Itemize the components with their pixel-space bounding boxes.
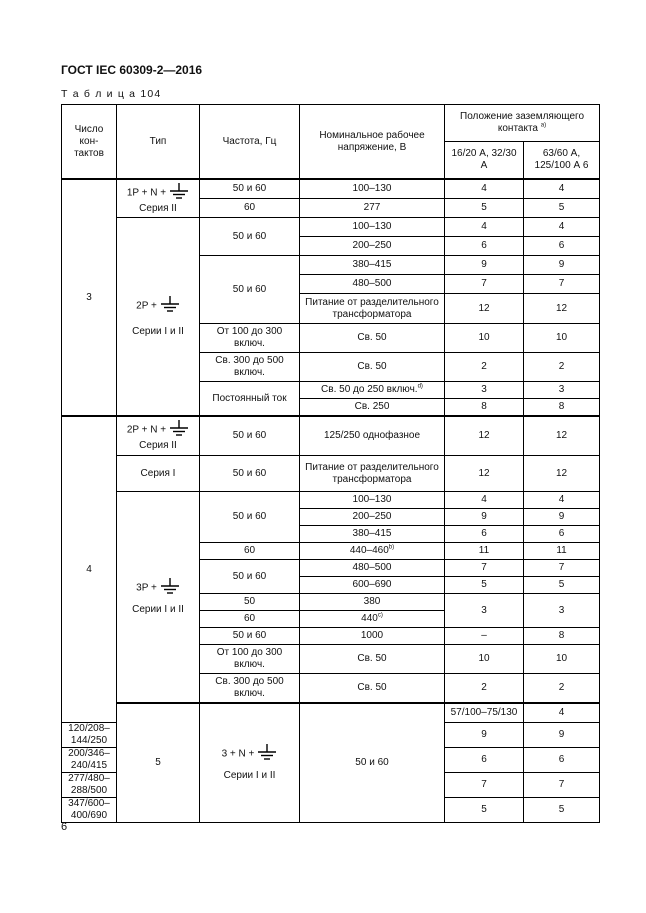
pos-b-cell: 8: [524, 628, 600, 645]
pos-b-cell: 4: [524, 180, 600, 199]
voltage-position-table: [61, 104, 600, 823]
volt-text: Св. 50 до 250 включ.: [321, 384, 418, 395]
volt-cell: Св. 50: [300, 645, 445, 674]
contacts-cell: 5: [117, 704, 200, 823]
pos-a-cell: 4: [524, 704, 600, 723]
table-row: [62, 492, 600, 509]
type-label: 2P + N +: [126, 424, 167, 436]
volt-cell: 277/480–288/500: [62, 773, 117, 798]
pos-b-cell: 5: [524, 199, 600, 218]
pos-b-cell: 8: [524, 399, 600, 416]
table-row: [62, 456, 600, 492]
table-row: [62, 218, 600, 237]
volt-text: 440–460: [349, 545, 389, 556]
freq-cell: 60: [200, 543, 300, 560]
pos-a-cell: 3: [445, 594, 524, 628]
volt-cell: 347/600–400/690: [62, 798, 117, 823]
pos-a-cell: 5: [445, 798, 524, 823]
volt-cell: 277: [300, 199, 445, 218]
volt-cell: 380: [300, 594, 445, 611]
volt-cell: [300, 382, 445, 399]
pos-b-cell: 10: [524, 645, 600, 674]
volt-cell: 1000: [300, 628, 445, 645]
pos-a-cell: 7: [445, 773, 524, 798]
volt-cell: 380–415: [300, 526, 445, 543]
type-label: 3P +: [136, 582, 157, 594]
pos-b-cell: 3: [524, 594, 600, 628]
col-pos-a: 16/20 А, 32/30 А: [445, 142, 524, 179]
pos-a-cell: 12: [445, 294, 524, 324]
freq-cell: От 100 до 300 включ.: [200, 324, 300, 353]
freq-cell: Св. 300 до 500 включ.: [200, 353, 300, 382]
volt-cell: 100–130: [300, 180, 445, 199]
pos-a-cell: 7: [445, 560, 524, 577]
earth-ground-icon: [257, 744, 277, 764]
volt-cell: Св. 50: [300, 353, 445, 382]
pos-a-cell: 2: [445, 353, 524, 382]
pos-b-cell: 4: [524, 492, 600, 509]
volt-text: 440: [361, 613, 378, 624]
pos-a-cell: 10: [445, 324, 524, 353]
volt-cell: Питание от разделительного трансформатора: [300, 456, 445, 492]
col-contacts: Число кон-тактов: [62, 105, 117, 179]
volt-cell: Питание от разделительного трансформатора: [300, 294, 445, 324]
footnote-mark: d): [417, 383, 423, 390]
pos-a-cell: 9: [445, 509, 524, 526]
series-label: Серия II: [139, 440, 177, 451]
volt-cell: 200–250: [300, 509, 445, 526]
volt-cell: Св. 50: [300, 324, 445, 353]
pos-b-cell: 12: [524, 456, 600, 492]
pos-b-cell: 10: [524, 324, 600, 353]
type-cell: [117, 218, 200, 416]
volt-cell: 480–500: [300, 275, 445, 294]
volt-cell: 200–250: [300, 237, 445, 256]
earth-ground-icon: [169, 420, 189, 440]
pos-b-cell: 2: [524, 353, 600, 382]
volt-cell: 120/208–144/250: [62, 723, 117, 748]
pos-a-cell: 3: [445, 382, 524, 399]
volt-cell: 100–130: [300, 218, 445, 237]
pos-a-cell: 9: [445, 723, 524, 748]
pos-a-cell: 5: [445, 577, 524, 594]
table-row: [62, 417, 600, 456]
freq-cell: 50 и 60: [200, 180, 300, 199]
freq-cell: 50 и 60: [200, 256, 300, 324]
pos-a-cell: 2: [445, 674, 524, 703]
pos-a-cell: 12: [445, 456, 524, 492]
col-position-label: Положение заземляющего контакта: [460, 111, 584, 134]
page-number: 6: [61, 821, 68, 833]
series-label: Серии I и II: [132, 325, 184, 337]
volt-cell: 200/346–240/415: [62, 748, 117, 773]
volt-cell: 480–500: [300, 560, 445, 577]
pos-a-cell: –: [445, 628, 524, 645]
series-label: Серии I и II: [223, 770, 276, 781]
freq-cell: 50 и 60: [300, 704, 445, 823]
col-position: [445, 105, 600, 142]
col-frequency: Частота, Гц: [200, 105, 300, 179]
pos-a-cell: 4: [445, 218, 524, 237]
volt-cell: [300, 543, 445, 560]
freq-cell: 50: [200, 594, 300, 611]
contacts-cell: 4: [62, 417, 117, 723]
pos-b-cell: 4: [524, 218, 600, 237]
pos-b-cell: 12: [524, 417, 600, 456]
freq-cell: 60: [200, 611, 300, 628]
pos-a-cell: 6: [445, 526, 524, 543]
freq-cell: 60: [200, 199, 300, 218]
pos-b-cell: 9: [524, 509, 600, 526]
table-caption: Т а б л и ц а 104: [61, 88, 162, 100]
freq-cell: 50 и 60: [200, 456, 300, 492]
pos-a-cell: 9: [445, 256, 524, 275]
pos-b-cell: 6: [524, 237, 600, 256]
freq-cell: Св. 300 до 500 включ.: [200, 674, 300, 703]
freq-cell: Постоянный ток: [200, 382, 300, 416]
type-cell: [117, 180, 200, 218]
pos-a-cell: 8: [445, 399, 524, 416]
volt-cell: 125/250 однофазное: [300, 417, 445, 456]
pos-b-cell: 11: [524, 543, 600, 560]
type-cell: [117, 417, 200, 456]
pos-b-cell: 9: [524, 723, 600, 748]
footnote-mark: b): [388, 544, 395, 551]
volt-cell: 600–690: [300, 577, 445, 594]
type-label: 2P +: [136, 300, 157, 312]
pos-a-cell: 4: [445, 492, 524, 509]
pos-b-cell: 7: [524, 275, 600, 294]
freq-cell: 50 и 60: [200, 628, 300, 645]
pos-a-cell: 7: [445, 275, 524, 294]
table-row: [62, 704, 600, 723]
pos-a-cell: 6: [445, 748, 524, 773]
pos-b-cell: 7: [524, 560, 600, 577]
freq-cell: 50 и 60: [200, 492, 300, 543]
pos-b-cell: 6: [524, 526, 600, 543]
earth-ground-icon: [160, 296, 180, 316]
col-pos-b: 63/60 А, 125/100 А 6: [524, 142, 600, 179]
pos-b-cell: 7: [524, 773, 600, 798]
pos-b-cell: 3: [524, 382, 600, 399]
pos-a-cell: 12: [445, 417, 524, 456]
type-cell: Серия I: [117, 456, 200, 492]
volt-cell: 380–415: [300, 256, 445, 275]
volt-cell: Св. 50: [300, 674, 445, 703]
series-label: Серия II: [139, 202, 177, 214]
pos-a-cell: 4: [445, 180, 524, 199]
pos-a-cell: 11: [445, 543, 524, 560]
pos-b-cell: 12: [524, 294, 600, 324]
volt-cell: 57/100–75/130: [445, 704, 524, 723]
pos-b-cell: 5: [524, 798, 600, 823]
volt-cell: 100–130: [300, 492, 445, 509]
pos-b-cell: 9: [524, 256, 600, 275]
pos-b-cell: 2: [524, 674, 600, 703]
pos-a-cell: 5: [445, 199, 524, 218]
type-cell: [200, 704, 300, 823]
pos-a-cell: 6: [445, 237, 524, 256]
footnote-mark: c): [377, 612, 383, 619]
series-label: Серии I и II: [132, 604, 184, 615]
freq-cell: 50 и 60: [200, 417, 300, 456]
freq-cell: От 100 до 300 включ.: [200, 645, 300, 674]
col-position-note: а): [540, 122, 547, 129]
document-header: ГОСТ IEC 60309-2—2016: [61, 63, 203, 77]
contacts-cell: 3: [62, 180, 117, 416]
pos-b-cell: 5: [524, 577, 600, 594]
type-cell: [117, 492, 200, 703]
pos-a-cell: 10: [445, 645, 524, 674]
earth-ground-icon: [160, 578, 180, 598]
type-label: 1P + N +: [126, 187, 167, 199]
table-row: [62, 180, 600, 199]
col-type: Тип: [117, 105, 200, 179]
col-voltage: Номинальное рабочее напряжение, В: [300, 105, 445, 179]
freq-cell: 50 и 60: [200, 560, 300, 594]
type-label: 3 + N +: [221, 748, 255, 760]
volt-cell: Св. 250: [300, 399, 445, 416]
freq-cell: 50 и 60: [200, 218, 300, 256]
earth-ground-icon: [169, 183, 189, 203]
pos-b-cell: 6: [524, 748, 600, 773]
volt-cell: [300, 611, 445, 628]
